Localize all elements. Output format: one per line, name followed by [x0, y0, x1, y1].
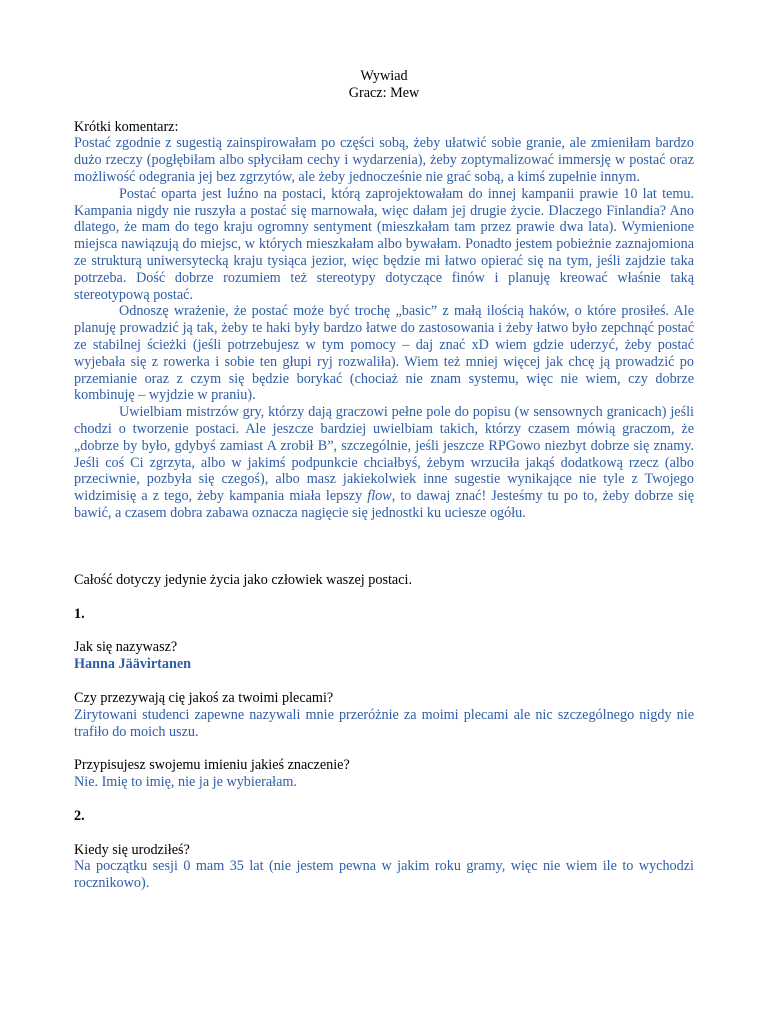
comment-paragraph-1: Postać zgodnie z sugestią zainspirowałam po części sobą, żeby ułatwić sobie granie, ale zmieniłam bardzo dużo rzeczy (pogłębiłam albo spłyciłam cechy i wydarzenia), żeby zoptymalizować immersję w postać oraz możliwość odegrania jej bez zgrzytów, ale żeby jednocześnie nie grać sobą, a kimś zupełnie innym. [74, 135, 694, 185]
comment-paragraph-2: Postać oparta jest luźno na postaci, którą zaprojektowałam do innej kampanii prawie 10 lat temu. Kampania nigdy nie ruszyła a postać się marnowała, więc dałam jej drugie życie. Dlaczego Finlandia? Ano dlatego, że mam do tego kraju ogromny sentyment (mieszkałam tam przez prawie dwa lata). Wymienione miejsca nawiązują do miejsc, w których mieszkałam albo bywałam. Ponadto jestem pobieżnie zaznajomiona ze strukturą uniwersytecką kraju tysiąca jezior, więc będzie mi łatwo opierać się na tym, jeśli zajdzie taka potrzeba. Dość dobrze rozumiem też stereotypy dotyczące finów i planuję kreować właśnie taką stereotypową postać. [74, 185, 694, 303]
comment-paragraph-3: Odnoszę wrażenie, że postać może być trochę „basic” z małą ilością haków, o które prosiłeś. Ale planuję prowadzić ją tak, żeby te haki były bardzo łatwe do zastosowania i żeby łatwo było zepchnąć postać ze stabilnej ścieżki (jeśli potrzebujesz w tym pomocy – daj znać xD wiem gdzie uderzyć, żeby postać wyjebała się z rowerka i sobie ten głupi ryj rozwaliła). Wiem też mniej więcej jak chcę ją prowadzić po przemianie oraz z czym się będzie borykać (chociaż nie znam systemu, więc nie wiem, czy dobrze kombinuję – wyjdzie w praniu). [74, 303, 694, 404]
player-name: Gracz: Mew [348, 84, 420, 101]
comment-paragraph-4 [74, 404, 694, 522]
comment-paragraph-4-start: Uwielbiam mistrzów gry, którzy dają graczowi pełne pole do popisu (w sensownych granicach) jeśli chodzi o tworzenie postaci. Ale jeszcze bardziej uwielbiam takich, którzy czasem mówią graczom, że „dobrze by było, gdybyś zamiast A zrobił B”, szczególnie, jeśli jeszcze RPGowo niezbyt dobrze się znamy. Jeśli coś Ci zgrzyta, albo w jakimś podpunkcie chciałbyś, żebym wrzuciła jakąś dodatkową rzecz (albo przeciwnie, pozbyła się czegoś), albo masz jakiekolwiek inne sugestie wynikające nie tyle z Twojego widzimisię a z tego, żeby kampania miała lepszy [74, 404, 694, 505]
document-title: Wywiad [360, 68, 408, 84]
answer-birth: Na początku sesji 0 mam 35 lat (nie jestem pewna w jakim roku gramy, więc nie wiem ile to wychodzi rocznikowo). [74, 858, 694, 892]
section-number-1: 1. [74, 605, 85, 622]
answer-name: Hanna Jäävirtanen [74, 656, 192, 673]
answer-name-meaning: Nie. Imię to imię, nie ja je wybierałam. [74, 774, 297, 791]
comment-label: Krótki komentarz: [74, 118, 179, 135]
comment-paragraph-4-end: , to dawaj znać! Jesteśmy tu po to, żeby dobrze się bawić, a czasem dobra zabawa oznacza nagięcie się jednostki ku uciesze ogółu. [74, 488, 694, 521]
answer-nicknames: Zirytowani studenci zapewne nazywali mnie przeróżnie za moimi plecami ale nic szczególnego nigdy nie trafiło do moich uszu. [74, 706, 694, 740]
intro-text: Całość dotyczy jedynie życia jako człowiek waszej postaci. [74, 571, 413, 588]
question-birth: Kiedy się urodziłeś? [74, 841, 190, 858]
question-name-meaning: Przypisujesz swojemu imieniu jakieś znaczenie? [74, 757, 350, 774]
section-number-2: 2. [74, 807, 85, 824]
comment-paragraph-4-italic: flow [367, 488, 392, 505]
question-nicknames: Czy przezywają cię jakoś za twoimi plecami? [74, 689, 334, 706]
question-name: Jak się nazywasz? [74, 639, 178, 656]
